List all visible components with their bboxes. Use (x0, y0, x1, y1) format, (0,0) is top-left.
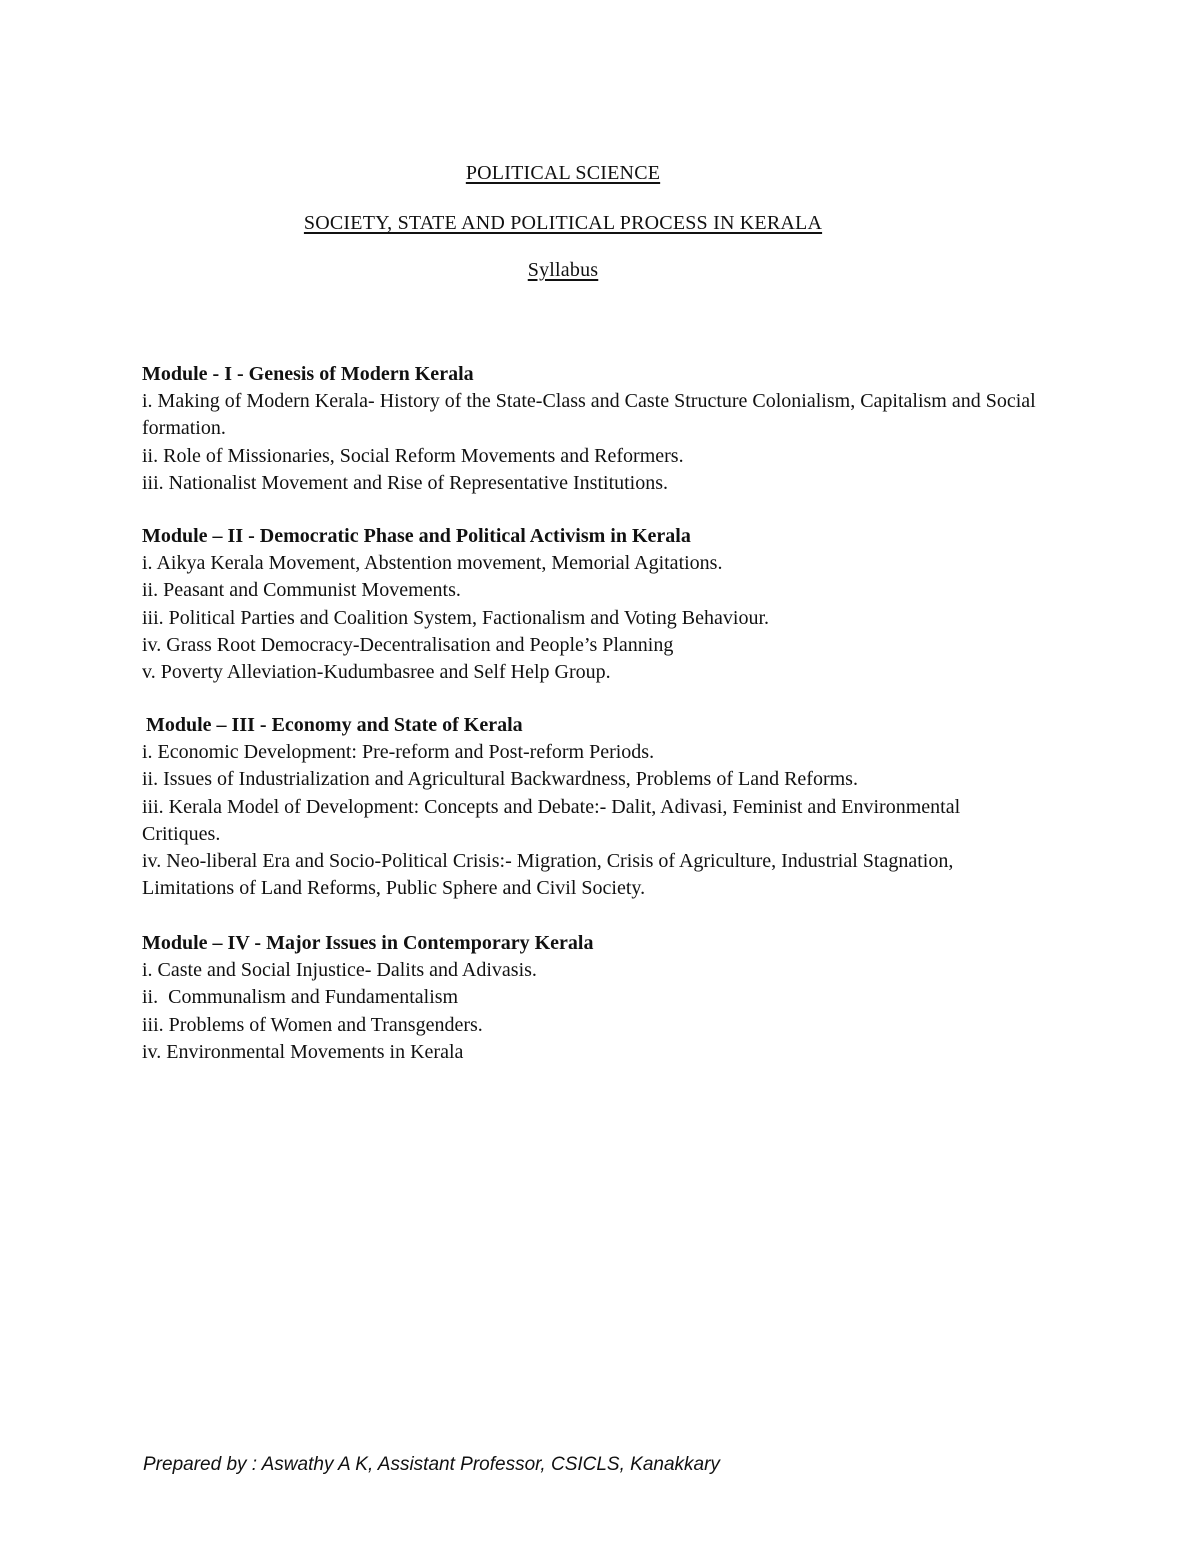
module-title: Module – IV - Major Issues in Contemporary Kerala (142, 932, 594, 954)
module-title: Module – II - Democratic Phase and Political Activism in Kerala (142, 525, 691, 547)
module-item: i. Economic Development: Pre-reform and Post-reform Periods. (142, 741, 655, 764)
module-3-section (142, 712, 1046, 902)
module-title: Module - I - Genesis of Modern Kerala (142, 363, 474, 385)
module-item: i. Making of Modern Kerala- History of the State-Class and Caste Structure Colonialism, Capitalism and Social formation. (142, 390, 1036, 440)
syllabus-heading: Syllabus (527, 259, 599, 281)
module-item: v. Poverty Alleviation-Kudumbasree and Self Help Group. (142, 661, 611, 684)
module-item: iii. Kerala Model of Development: Concepts and Debate:- Dalit, Adivasi, Feminist and Environmental Critiques. (142, 795, 961, 845)
module-item: ii. Peasant and Communist Movements. (142, 579, 461, 602)
module-item: iv. Grass Root Democracy-Decentralisation and People’s Planning (142, 633, 674, 656)
module-item: i. Caste and Social Injustice- Dalits and Adivasis. (142, 959, 537, 982)
module-item: iii. Nationalist Movement and Rise of Representative Institutions. (142, 471, 669, 494)
module-1-section (142, 361, 1042, 497)
module-4-section (142, 930, 1042, 1066)
module-item: iii. Political Parties and Coalition System, Factionalism and Voting Behaviour. (142, 606, 770, 629)
course-title-heading: SOCIETY, STATE AND POLITICAL PROCESS IN KERALA (303, 212, 823, 234)
module-item: iii. Problems of Women and Transgenders. (142, 1013, 483, 1036)
module-item: i. Aikya Kerala Movement, Abstention movement, Memorial Agitations. (142, 552, 723, 575)
module-item: iv. Neo-liberal Era and Socio-Political Crisis:- Migration, Crisis of Agriculture, Industrial Stagnation, Limitations of Land Reforms, Public Sphere and Civil Society. (142, 850, 954, 900)
module-title: Module – III - Economy and State of Kerala (146, 714, 523, 736)
module-item: ii. Issues of Industrialization and Agricultural Backwardness, Problems of Land Reforms. (142, 768, 858, 791)
prepared-by-footer: Prepared by : Aswathy A K, Assistant Professor, CSICLS, Kanakkary (143, 1454, 720, 1475)
document-subject-heading: POLITICAL SCIENCE (465, 162, 661, 184)
module-item: ii. Communalism and Fundamentalism (142, 986, 459, 1009)
module-2-section (142, 523, 1042, 686)
module-item: ii. Role of Missionaries, Social Reform Movements and Reformers. (142, 444, 684, 467)
module-item: iv. Environmental Movements in Kerala (142, 1040, 464, 1063)
